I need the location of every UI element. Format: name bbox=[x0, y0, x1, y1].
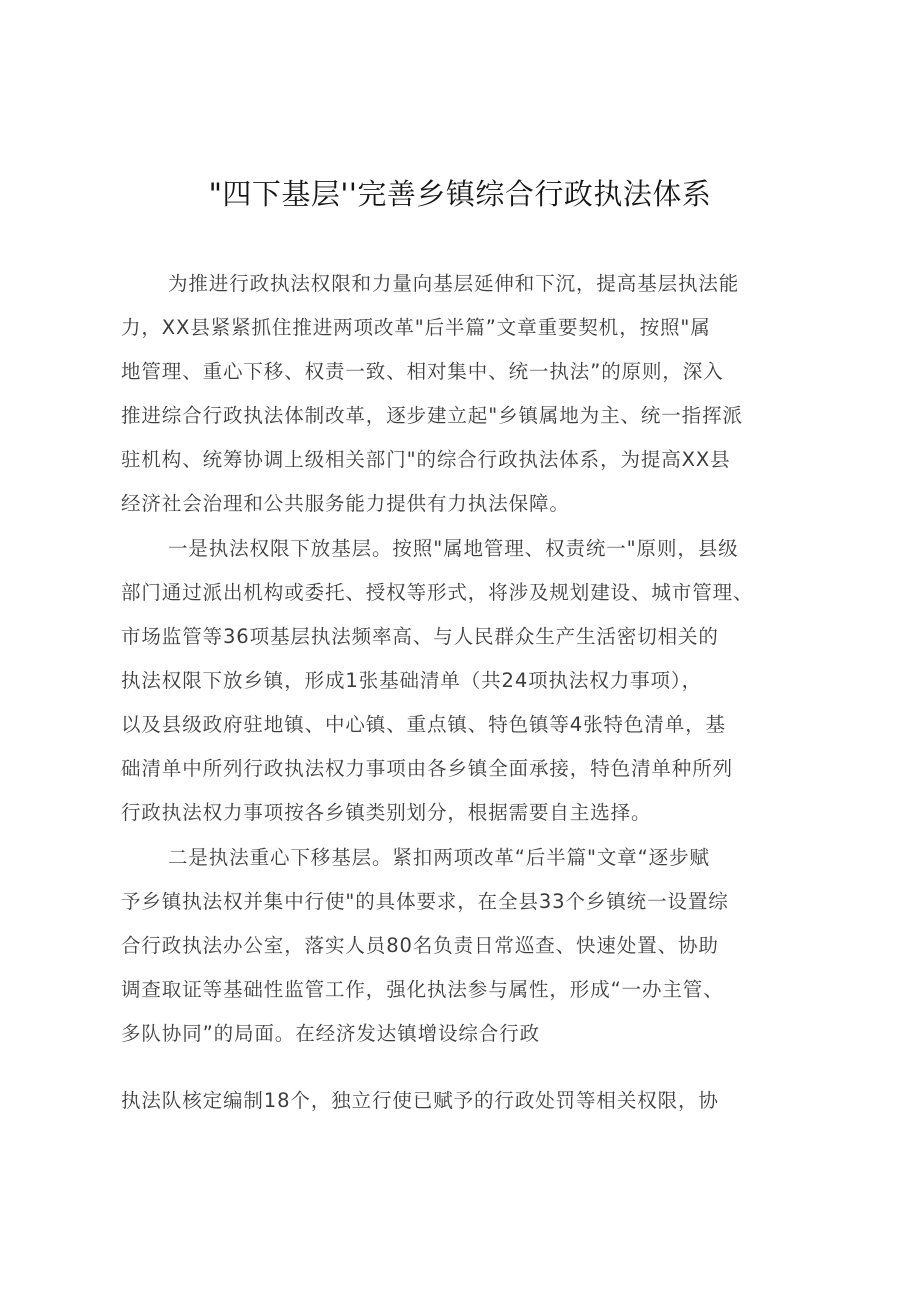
text-line: 推进综合行政执法体制改革，逐步建立起"乡镇属地为主、统一指挥派 bbox=[121, 404, 743, 427]
text-line: 行政执法权力事项按各乡镇类别划分，根据需要自主选择。 bbox=[121, 801, 652, 824]
text-line: 执法队核定编制18个，独立行使已赋予的行政处罚等相关权限，协 bbox=[121, 1089, 719, 1112]
text-line: 一是执法权限下放基层。按照"属地管理、权责统一"原则，县级 bbox=[168, 537, 739, 560]
text-line: 调查取证等基础性监管工作，强化执法参与属性，形成“一办主管、 bbox=[121, 978, 724, 1001]
text-line: 部门通过派出机构或委托、授权等形式，将涉及规划建设、城市管理、 bbox=[121, 581, 754, 604]
text-line: 予乡镇执法权并集中行使"的具体要求，在全县33个乡镇统一设置综 bbox=[121, 890, 729, 913]
paragraph-intro bbox=[121, 262, 821, 526]
text-line: 力，XX县紧紧抓住推进两项改革"后半篇”文章重要契机，按照"属 bbox=[121, 316, 711, 339]
text-line: 础清单中所列行政执法权力事项由各乡镇全面承接，特色清单种所列 bbox=[121, 757, 734, 780]
text-line: 二是执法重心下移基层。紧扣两项改革“后半篇"文章“逐步赋 bbox=[168, 846, 710, 869]
text-line: 合行政执法办公室，落实人员80名负责日常巡查、快速处置、协助 bbox=[121, 934, 719, 957]
text-line: 市场监管等36项基层执法频率高、与人民群众生产生活密切相关的 bbox=[121, 625, 719, 648]
paragraph-continuation bbox=[121, 1079, 821, 1123]
text-line: 驻机构、统筹协调上级相关部门"的综合行政执法体系，为提高XX县 bbox=[121, 448, 731, 471]
text-line: 经济社会治理和公共服务能力提供有力执法保障。 bbox=[121, 492, 570, 515]
text-line: 以及县级政府驻地镇、中心镇、重点镇、特色镇等4张特色清单，基 bbox=[121, 713, 726, 736]
paragraph-section-one bbox=[121, 527, 821, 835]
text-line: 为推进行政执法权限和力量向基层延伸和下沉，提高基层执法能 bbox=[168, 272, 740, 295]
text-line: 地管理、重心下移、权责一致、相对集中、统一执法”的原则，深入 bbox=[121, 360, 724, 383]
document-title: "四下基层''完善乡镇综合行政执法体系 bbox=[208, 177, 712, 211]
paragraph-section-two bbox=[121, 836, 821, 1056]
text-line: 多队协同”的局面。在经济发达镇增设综合行政 bbox=[121, 1022, 541, 1045]
text-line: 执法权限下放乡镇，形成1张基础清单（共24项执法权力事项）， bbox=[121, 669, 702, 692]
